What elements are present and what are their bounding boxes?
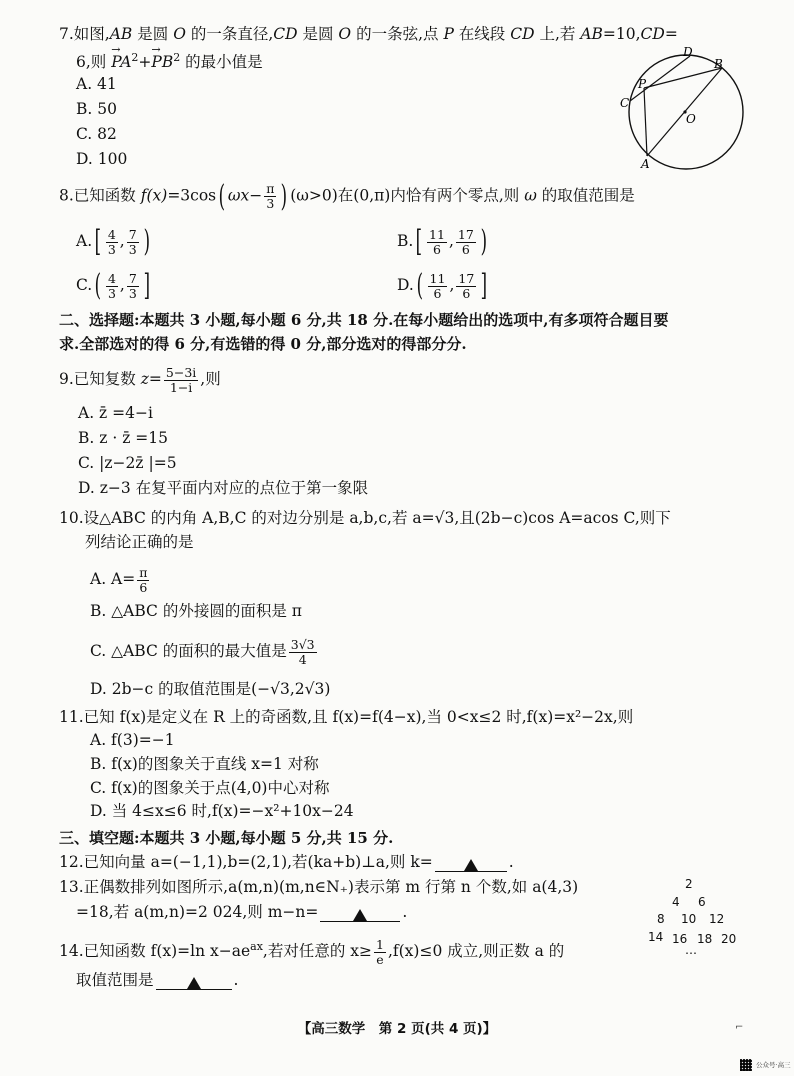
- q7-line2: 6,则 → $PA^2+\to PB^2$ 的最小值是: [76, 48, 263, 72]
- vector-pb: → PB: [151, 52, 173, 72]
- q14-line1: 14.已知函数 f(x)=ln $x-ae^{ax}$,若对任意的 x≥ $\frac{1}{e}$ ,f(x)≤0 成立,则正数 a 的: [59, 936, 565, 967]
- q8-option-c: C.( $\frac{4}{3}$ , $\frac{7}{3}$ ]: [76, 268, 150, 303]
- array-cell: 2: [685, 877, 693, 891]
- q10-line1: 10.设△ABC 的内角 A,B,C 的对边分别是 a,b,c,若 a=√3,且(2b−c)cos A=acos C,则下: [59, 509, 671, 527]
- q12-answer-blank[interactable]: [435, 855, 507, 872]
- array-cell: 6: [698, 895, 706, 909]
- q11-option-a: A. f(3)=−1: [90, 731, 175, 749]
- array-cell: 18: [697, 932, 713, 946]
- q14-answer-blank[interactable]: [156, 973, 232, 990]
- q12-stem: 12.已知向量 a=(−1,1),b=(2,1),若(ka+b)⊥a,则 k= .: [59, 853, 514, 871]
- array-cell: 14: [648, 930, 664, 944]
- q14-line2: 取值范围是 .: [76, 971, 239, 989]
- q10-option-a: A. A= $\frac{\pi}{6}$: [90, 564, 148, 595]
- q7-line1: 7.如图,AB 是圆 O 的一条直径,CD 是圆 O 的一条弦,点 P 在线段 CD 上,若 AB=10,CD=: [59, 25, 678, 43]
- q10-line2: 列结论正确的是: [85, 533, 194, 551]
- q8-option-a: A.[ $\frac{4}{3}$ , $\frac{7}{3}$ ): [76, 224, 150, 259]
- q9-option-b: B. z · z̄ =15: [78, 429, 168, 447]
- q11-option-b: B. f(x)的图象关于直线 x=1 对称: [90, 755, 319, 773]
- label-c: C: [620, 96, 630, 110]
- watermark: 公众号·高三: [756, 1061, 791, 1069]
- array-cell: 16: [672, 932, 688, 946]
- triangle-icon: [187, 977, 201, 989]
- q7-circle-figure: [610, 44, 750, 170]
- label-d: D: [683, 45, 693, 59]
- q11-stem: 11.已知 f(x)是定义在 R 上的奇函数,且 f(x)=f(4−x),当 0<x≤2 时,f(x)=x²−2x,则: [59, 708, 634, 726]
- array-ellipsis: …: [685, 943, 697, 957]
- q7-option-b: B. 50: [76, 100, 117, 118]
- q11-option-d: D. 当 4≤x≤6 时,f(x)=−x²+10x−24: [90, 802, 354, 820]
- q9-option-a: A. z̄ =4−i: [78, 404, 153, 422]
- q13-line2: =18,若 a(m,n)=2 024,则 m−n= .: [76, 903, 408, 921]
- label-o: O: [686, 112, 696, 126]
- array-cell: 4: [672, 895, 680, 909]
- q7-option-a: A. 41: [76, 75, 117, 93]
- section2-header-line1: 二、选择题:本题共 3 小题,每小题 6 分,共 18 分.在每小题给出的选项中,有多项符合题目要: [59, 311, 669, 329]
- q9-stem: 9.已知复数 z= $\frac{5-3i}{1-i}$ ,则: [59, 364, 221, 395]
- q13-line1: 13.正偶数排列如图所示,a(m,n)(m,n∈N₊)表示第 m 行第 n 个数,如 a(4,3): [59, 878, 579, 896]
- q8-option-d: D.( $\frac{11}{6}$ , $\frac{17}{6}$ ]: [397, 268, 488, 303]
- q9-option-c: C. |z−2z̄ |=5: [78, 454, 177, 472]
- array-cell: 8: [657, 912, 665, 926]
- label-b: B: [714, 57, 723, 71]
- q8-option-b: B.[ $\frac{11}{6}$ , $\frac{17}{6}$ ): [397, 224, 487, 259]
- corner-mark: ⌐: [735, 1022, 744, 1033]
- segment-pb: [644, 68, 722, 88]
- q8-stem: 8.已知函数 f(x)=3cos( ωx− $\frac{\pi}{3}$ ) (ω>0)在(0,π)内恰有两个零点,则 ω 的取值范围是: [59, 178, 635, 214]
- array-cell: 20: [721, 932, 737, 946]
- array-cell: 12: [709, 912, 725, 926]
- q10-option-d: D. 2b−c 的取值范围是(−√3,2√3): [90, 680, 331, 698]
- triangle-icon: [464, 859, 478, 871]
- q11-option-c: C. f(x)的图象关于点(4,0)中心对称: [90, 779, 330, 797]
- q7-option-d: D. 100: [76, 150, 128, 168]
- triangle-icon: [353, 909, 367, 921]
- vector-pa: → PA: [111, 52, 131, 72]
- array-cell: 10: [681, 912, 697, 926]
- qr-code-icon: [740, 1059, 752, 1071]
- page-footer: 【高三数学 第 2 页(共 4 页)】: [297, 1021, 497, 1037]
- segment-pa: [644, 88, 647, 156]
- label-p: P: [638, 77, 647, 91]
- q7-option-c: C. 82: [76, 125, 117, 143]
- q10-option-c: C. △ABC 的面积的最大值是 $\frac{3√3}{4}$: [90, 636, 315, 667]
- section2-header-line2: 求.全部选对的得 6 分,有选错的得 0 分,部分选对的得部分分.: [59, 335, 467, 353]
- q9-option-d: D. z−3 在复平面内对应的点位于第一象限: [78, 479, 369, 497]
- label-a: A: [641, 157, 650, 170]
- section3-header: 三、填空题:本题共 3 小题,每小题 5 分,共 15 分.: [59, 829, 394, 847]
- q10-option-b: B. △ABC 的外接圆的面积是 π: [90, 602, 302, 620]
- q13-answer-blank[interactable]: [320, 905, 400, 922]
